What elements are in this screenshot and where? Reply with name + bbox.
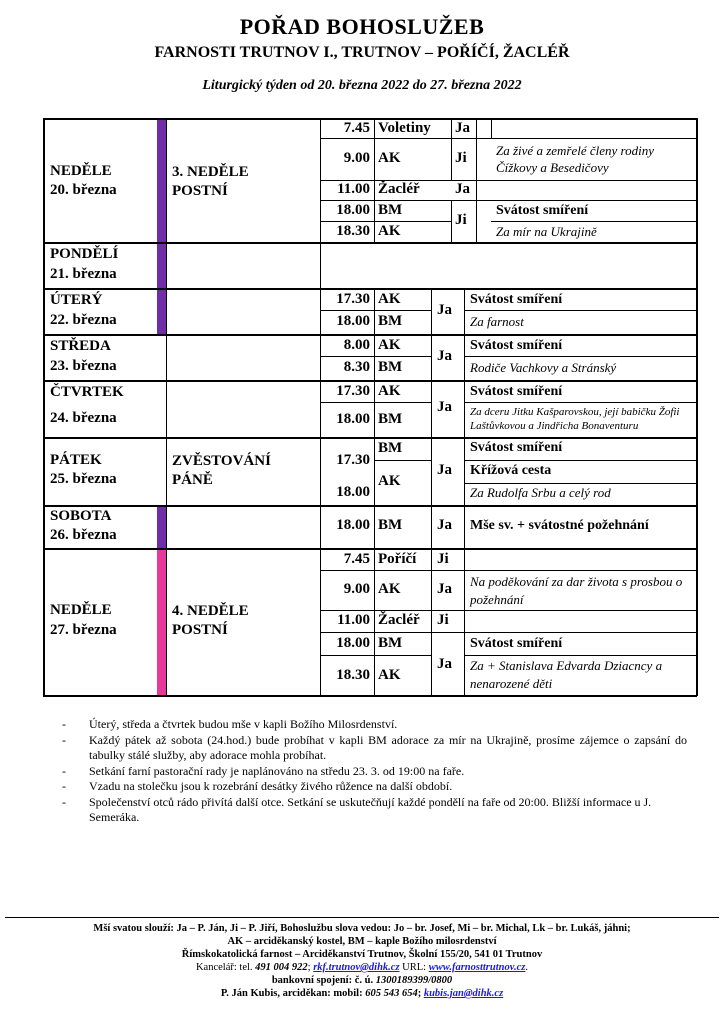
mass-priest: Ji bbox=[455, 150, 467, 166]
day-date: 20. března bbox=[50, 182, 117, 198]
mass-place: BM bbox=[378, 202, 403, 218]
website-link[interactable]: www.farnosttrutnov.cz bbox=[428, 962, 526, 973]
day-name: STŘEDA bbox=[50, 338, 111, 354]
mass-place: Žacléř bbox=[378, 181, 420, 197]
day-name: NEDĚLE bbox=[50, 163, 112, 179]
mass-time: 18.00 bbox=[336, 202, 370, 218]
mass-time: 18.00 bbox=[336, 411, 370, 427]
mass-time: 18.00 bbox=[336, 635, 370, 651]
mass-intention: Svátost smíření bbox=[470, 338, 563, 353]
mass-place: Poříčí bbox=[378, 551, 417, 567]
footer-priest: P. Ján Kubis, arciděkan: mobil: 605 543 654; kubis.jan@dihk.cz bbox=[220, 988, 504, 999]
mass-time: 17.30 bbox=[336, 383, 370, 399]
mass-place: AK bbox=[378, 150, 401, 166]
day-date: 27. března bbox=[50, 622, 117, 638]
mass-time: 11.00 bbox=[337, 612, 370, 628]
footer-divider bbox=[5, 917, 719, 918]
office-email-link[interactable]: rkf.trutnov@dihk.cz bbox=[313, 962, 400, 973]
mass-place: Voletiny bbox=[378, 120, 431, 136]
footer bbox=[0, 922, 724, 1000]
day-name: PONDĚLÍ bbox=[50, 246, 119, 262]
day-name: PÁTEK bbox=[50, 452, 102, 468]
day-name: ČTVRTEK bbox=[50, 384, 124, 400]
mass-priest: Ja bbox=[455, 120, 470, 136]
mass-intention: Za dceru Jitku Kašparovskou, její babičku Žofii Laštůvkovou a Jindřicha Bonaventuru bbox=[470, 406, 680, 432]
mass-place: Žacléř bbox=[378, 612, 420, 628]
mass-place: AK bbox=[378, 473, 401, 489]
mass-intention: Křížová cesta bbox=[470, 463, 552, 478]
announcements bbox=[62, 717, 687, 826]
announcement-item: - Každý pátek až sobota (24.hod.) bude probíhat v kapli BM adorace za mír na Ukrajině, prosíme zájemce o zapsání do tabulky stálé služby, aby adorace mohla probíhat. bbox=[62, 732, 687, 762]
mass-time: 18.30 bbox=[336, 223, 370, 239]
day-date: 25. března bbox=[50, 471, 117, 487]
page-title: POŘAD BOHOSLUŽEB bbox=[239, 14, 485, 39]
day-date: 26. března bbox=[50, 527, 117, 543]
mass-intention: Za farnost bbox=[470, 314, 524, 329]
mass-intention: Za Rudolfa Srbu a celý rod bbox=[470, 485, 611, 500]
mass-priest: Ja bbox=[437, 302, 452, 318]
mass-intention: Svátost smíření bbox=[470, 636, 563, 651]
mass-place: AK bbox=[378, 337, 401, 353]
mass-priest: Ja bbox=[437, 656, 452, 672]
mass-place: AK bbox=[378, 383, 401, 399]
day-date: 22. března bbox=[50, 312, 117, 328]
mass-priest: Ji bbox=[437, 612, 449, 628]
mass-time: 7.45 bbox=[343, 120, 370, 136]
mass-place: AK bbox=[378, 667, 401, 683]
footer-contacts: Kancelář: tel. 491 004 922; rkf.trutnov@dihk.cz URL: www.farnosttrutnov.cz. bbox=[195, 962, 529, 973]
mass-priest: Ja bbox=[437, 399, 452, 415]
footer-legend: Mší svatou slouží: Ja – P. Ján, Ji – P. Jiří, Bohoslužbu slova vedou: Jo – br. Josef, Mi – br. Michal, Lk – br. Lukáš, jáhni; bbox=[93, 923, 631, 934]
mass-time: 8.30 bbox=[343, 359, 370, 375]
feast-name: 4. NEDĚLE POSTNÍ bbox=[172, 603, 249, 638]
mass-place: BM bbox=[378, 635, 403, 651]
mass-time: 18.30 bbox=[336, 667, 370, 683]
footer-legend: AK – arciděkanský kostel, BM – kaple Božího milosrdenství bbox=[227, 936, 497, 947]
mass-place: BM bbox=[378, 517, 403, 533]
mass-time: 7.45 bbox=[343, 551, 370, 567]
mass-time: 18.00 bbox=[336, 313, 370, 329]
mass-priest: Ja bbox=[455, 181, 470, 197]
announcement-item: - Vzadu na stolečku jsou k rozebrání desátky živého růžence na další období. bbox=[62, 779, 453, 793]
mass-priest: Ja bbox=[437, 517, 452, 533]
mass-place: BM bbox=[378, 359, 403, 375]
mass-place: BM bbox=[378, 440, 403, 456]
mass-time: 8.00 bbox=[343, 337, 370, 353]
mass-intention: Mše sv. + svátostné požehnání bbox=[470, 518, 649, 533]
day-date: 23. března bbox=[50, 358, 117, 374]
week-range: Liturgický týden od 20. března 2022 do 27. března 2022 bbox=[202, 78, 522, 93]
mass-intention: Svátost smíření bbox=[470, 384, 563, 399]
feast-name: 3. NEDĚLE POSTNÍ bbox=[172, 164, 249, 199]
lent-color-bar bbox=[157, 119, 166, 334]
feast-name: ZVĚSTOVÁNÍ PÁNĚ bbox=[172, 453, 271, 488]
mass-place: AK bbox=[378, 291, 401, 307]
mass-place: AK bbox=[378, 223, 401, 239]
mass-place: BM bbox=[378, 411, 403, 427]
announcement-item: - Úterý, středa a čtvrtek budou mše v kapli Božího Milosrdenství. bbox=[62, 717, 398, 731]
mass-time: 17.30 bbox=[336, 291, 370, 307]
page-subtitle: FARNOSTI TRUTNOV I., TRUTNOV – POŘÍČÍ, ŽACLÉŘ bbox=[154, 44, 570, 61]
announcement-item: - Společenství otců rádo přivítá další otce. Setkání se uskutečňují každé pondělí na faře od 20:00. Bližší informace u J. Semeráka. bbox=[62, 794, 652, 824]
footer-bank: bankovní spojení: č. ú. 1300189399/0800 bbox=[271, 975, 453, 986]
mass-place: AK bbox=[378, 581, 401, 597]
mass-time: 18.00 bbox=[336, 517, 370, 533]
mass-intention: Svátost smíření bbox=[470, 440, 563, 455]
lent-color-bar bbox=[157, 505, 166, 548]
mass-intention: Rodiče Vachkovy a Stránský bbox=[470, 360, 617, 375]
day-name: ÚTERÝ bbox=[50, 292, 103, 308]
mass-time: 9.00 bbox=[343, 150, 370, 166]
mass-intention: Na poděkování za dar života s prosbou o požehnání bbox=[470, 574, 683, 607]
mass-place: BM bbox=[378, 313, 403, 329]
announcement-item: - Setkání farní pastorační rady je naplánováno na středu 23. 3. od 19:00 na faře. bbox=[62, 763, 465, 778]
office-phone: 491 004 922 bbox=[255, 962, 308, 973]
mass-intention: Za živé a zemřelé členy rodiny Čížkovy a Besedičovy bbox=[496, 143, 654, 175]
mass-intention: Svátost smíření bbox=[496, 203, 589, 218]
mass-time: 9.00 bbox=[343, 581, 370, 597]
mass-time: 11.00 bbox=[337, 181, 370, 197]
rose-color-bar bbox=[157, 548, 166, 696]
mass-priest: Ji bbox=[455, 212, 467, 228]
day-name: SOBOTA bbox=[50, 508, 112, 524]
mass-priest: Ja bbox=[437, 581, 452, 597]
mass-time: 18.00 bbox=[336, 484, 370, 500]
mass-priest: Ja bbox=[437, 348, 452, 364]
mass-intention: Svátost smíření bbox=[470, 292, 563, 307]
day-name: NEDĚLE bbox=[50, 602, 112, 618]
day-date: 24. března bbox=[50, 410, 117, 426]
mass-priest: Ji bbox=[437, 551, 449, 567]
priest-email-link[interactable]: kubis.jan@dihk.cz bbox=[423, 988, 504, 999]
mass-intention: Za + Stanislava Edvarda Dziacncy a nenarozené děti bbox=[470, 658, 663, 691]
day-date: 21. března bbox=[50, 266, 117, 282]
mass-intention: Za mír na Ukrajině bbox=[496, 224, 597, 239]
mass-priest: Ja bbox=[437, 462, 452, 478]
mass-time: 17.30 bbox=[336, 452, 370, 468]
footer-address: Římskokatolická farnost – Arciděkanství Trutnov, Školní 155/20, 541 01 Trutnov bbox=[181, 949, 543, 960]
